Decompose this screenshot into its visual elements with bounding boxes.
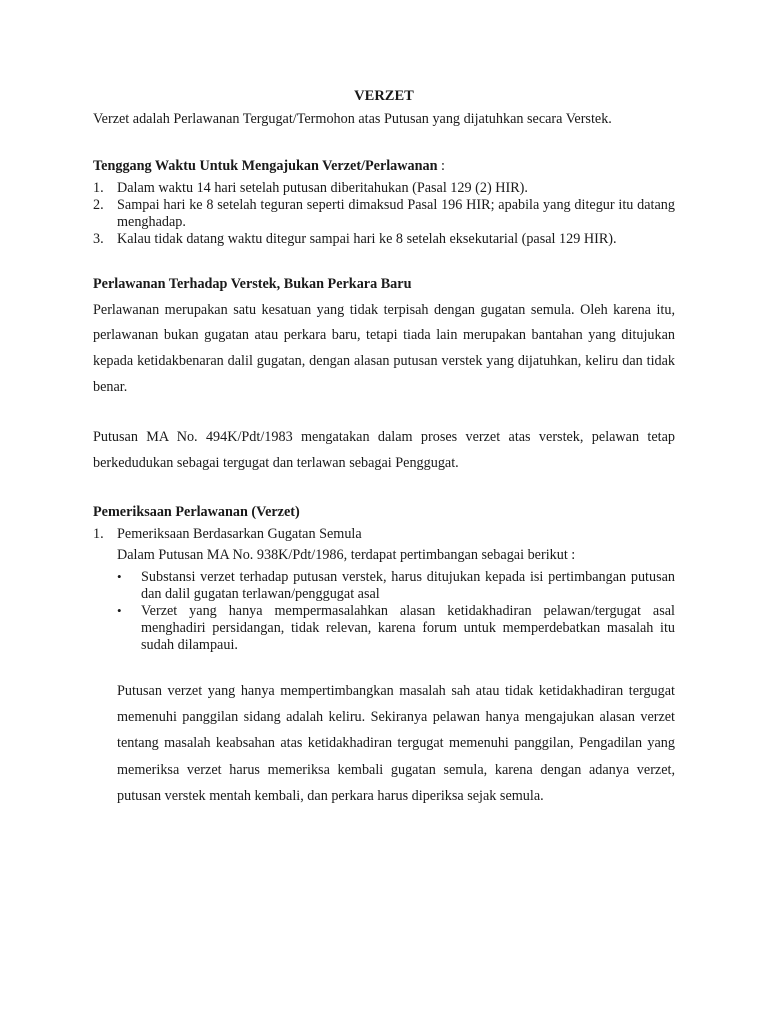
spacer xyxy=(93,130,675,154)
section2-paragraph-2: Putusan MA No. 494K/Pdt/1983 mengatakan dalam proses verzet atas verstek, pelawan tetap berkedudukan sebagai tergugat dan terlawan sebagai Penggugat. xyxy=(93,428,675,471)
closing-paragraph: Putusan verzet yang hanya mempertimbangkan masalah sah atau tidak ketidakhadiran tergugat memenuhi panggilan sidang adalah keliru. Sekiranya pelawan hanya mengajukan alasan verzet tentang masalah keabsahan atas ketidakhadiran tergugat memenuhi panggilan, Pengadilan yang memeriksa verzet harus memeriksa kembali gugatan semula, karena dengan adanya verzet, putusan verstek mentah kembali, dan perkara harus diperiksa sejak semula. xyxy=(117,682,675,804)
list-number: 2. xyxy=(93,196,104,213)
section1-heading-suffix: : xyxy=(437,158,445,174)
section1-heading-line xyxy=(93,154,675,180)
bullet-marker: • xyxy=(117,568,122,584)
bullet-text: Verzet yang hanya mempermasalahkan alasan ketidakhadiran pelawan/tergugat asal menghadiri persidangan, tidak relevan, karena forum untuk memperdebatkan masalah itu sudah dilampaui. xyxy=(141,602,675,653)
list-number: 1. xyxy=(93,179,104,196)
list-number: 1. xyxy=(93,526,104,543)
spacer xyxy=(93,248,675,272)
bullet-item xyxy=(117,603,675,654)
list-item-text: Kalau tidak datang waktu ditegur sampai hari ke 8 setelah eksekutarial (pasal 129 HIR). xyxy=(117,230,617,247)
spacer xyxy=(93,476,675,500)
list-item-text: Sampai hari ke 8 setelah teguran seperti dimaksud Pasal 196 HIR; apabila yang ditegur itu datang menghadap. xyxy=(117,196,675,230)
bullet-text: Substansi verzet terhadap putusan verstek, harus ditujukan kepada isi pertimbangan putusan dan dalil gugatan terlawan/penggugat asal xyxy=(141,568,675,602)
spacer xyxy=(93,654,675,678)
list-item xyxy=(93,180,675,197)
section2-heading: Perlawanan Terhadap Verstek, Bukan Perkara Baru xyxy=(93,275,412,292)
bullet-marker: • xyxy=(117,602,122,618)
ruling-bullet-list xyxy=(93,569,675,654)
list-item xyxy=(93,526,675,543)
document-page xyxy=(93,84,675,809)
bullet-item xyxy=(117,569,675,603)
list-item-title: Pemeriksaan Berdasarkan Gugatan Semula xyxy=(117,526,362,543)
list-number: 3. xyxy=(93,230,104,247)
document-title: VERZET xyxy=(354,88,414,104)
section3-heading: Pemeriksaan Perlawanan (Verzet) xyxy=(93,504,300,521)
section2-paragraph-1: Perlawanan merupakan satu kesatuan yang tidak terpisah dengan gugatan semula. Oleh karena itu, perlawanan bukan gugatan atau perkara baru, tetapi tiada lain merupakan bantahan yang ditujukan kepada ketidakbenaran dalil gugatan, dengan alasan putusan verstek yang dijatuhkan, keliru dan tidak benar. xyxy=(93,301,675,395)
list-item-text: Dalam waktu 14 hari setelah putusan diberitahukan (Pasal 129 (2) HIR). xyxy=(117,179,528,196)
spacer xyxy=(93,401,675,425)
intro-paragraph: Verzet adalah Perlawanan Tergugat/Termohon atas Putusan yang dijatuhkan secara Verstek. xyxy=(93,111,612,127)
list-item xyxy=(93,197,675,231)
examination-list xyxy=(93,526,675,543)
section1-heading: Tenggang Waktu Untuk Mengajukan Verzet/Perlawanan xyxy=(93,158,438,174)
deadline-list xyxy=(93,180,675,248)
ruling-intro: Dalam Putusan MA No. 938K/Pdt/1986, terdapat pertimbangan sebagai berikut : xyxy=(117,547,576,564)
list-item xyxy=(93,231,675,248)
